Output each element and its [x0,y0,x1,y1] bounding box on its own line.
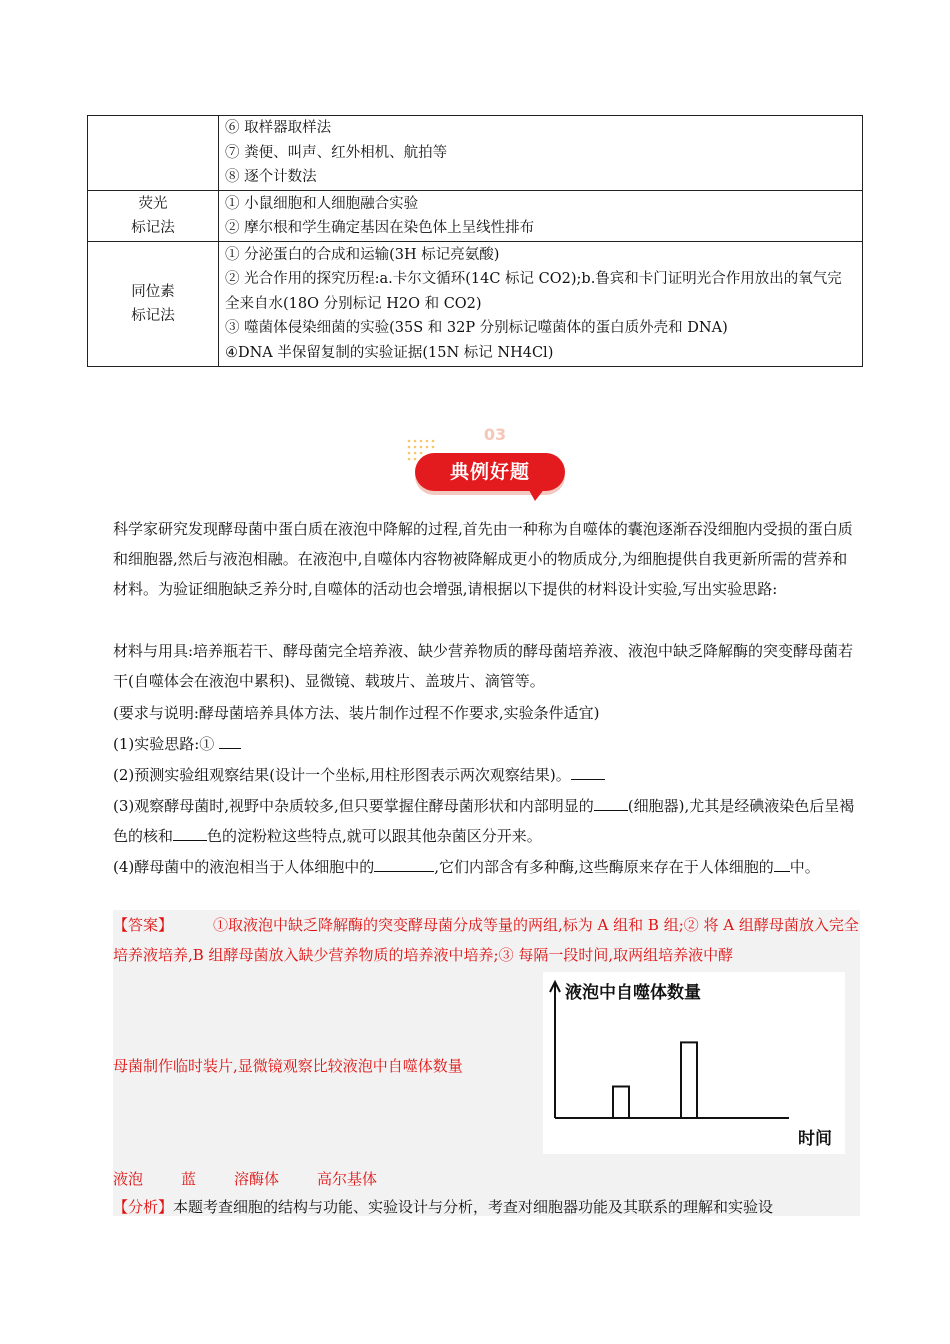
question-3: (3)观察酵母菌时,视野中杂质较多,但只要掌握住酵母菌形状和内部明显的 (细胞器),尤其是经碘液染色后呈褐色的核和 色的淀粉粒这些特点,就可以跟其他杂菌区分开来。 [113,791,859,851]
answer-text: 【答案】 ①取液泡中缺乏降解酶的突变酵母菌分成等量的两组,标为 A 组和 B 组;② 将 A 组酵母菌放入完全培养液培养,B 组酵母菌放入缺少营养物质的培养液中培养;③ 每隔一段时间,取两组培养液中酵 [113,916,859,964]
answer-blank [374,854,434,872]
list-item: ② 摩尔根和学生确定基因在染色体上呈线性排布 [225,220,535,236]
table-category-cell: 同位素 标记法 [88,242,219,367]
answer-label: 【答案】 [113,916,174,934]
chart-y-label: 液泡中自噬体数量 [565,983,701,1003]
list-item: ⑦ 粪便、叫声、红外相机、航拍等 [225,144,448,161]
analysis-label: 【分析】 [113,1198,174,1216]
answer-bar-chart [543,972,845,1154]
table-row [88,242,863,367]
table-row [88,191,863,242]
list-item: ⑧ 逐个计数法 [225,169,317,186]
table-items-cell [219,191,863,242]
chart-bar-2 [681,1042,697,1118]
list-item: ④DNA 半保留复制的实验证据(15N 标记 NH4Cl) [225,344,554,361]
question-requirements: (要求与说明:酵母菌培养具体方法、装片制作过程不作要求,实验条件适宜) [113,704,600,722]
question-1: (1)实验思路:① [113,729,859,759]
table-items-cell [219,242,863,367]
answer-word: 液泡 [113,1170,144,1188]
list-item: ⑥ 取样器取样法 [225,120,332,137]
answer-blank [219,731,241,749]
question-intro: 科学家研究发现酵母菌中蛋白质在液泡中降解的过程,首先由一种称为自噬体的囊泡逐渐吞没细胞内受损的蛋白质和细胞器,然后与液泡相融。在液泡中,自噬体内容物被降解成更小的物质成分,为细胞提供自我更新所需的营养和材料。为验证细胞缺乏养分时,自噬体的活动也会增强,请根据以下提供的材料设计实验,写出实验思路: [113,520,853,598]
answer-words [113,1164,860,1194]
question-4: (4)酵母菌中的液泡相当于人体细胞中的 ,它们内部含有多种酶,这些酶原来存在于人体细胞的 中。 [113,852,859,882]
table-row [88,116,863,191]
answer-text-continued: 母菌制作临时装片,显微镜观察比较液泡中自噬体数量 [113,1057,463,1075]
list-item: ② 光合作用的探究历程:a.卡尔文循环(14C 标记 CO2);b.鲁宾和卡门证明光合作用放出的氧气完全来自水(18O 分别标记 H2O 和 CO2) [225,271,842,312]
table-items-cell [219,116,863,191]
section-banner [405,425,575,507]
chart-bar-1 [613,1087,629,1119]
question-2: (2)预测实验组观察结果(设计一个坐标,用柱形图表示两次观察结果)。 [113,760,859,790]
table-category-cell [88,116,219,191]
answer-word: 溶酶体 [234,1170,280,1188]
list-item: ③ 噬菌体侵染细菌的实验(35S 和 32P 分别标记噬菌体的蛋白质外壳和 DNA) [225,320,728,337]
answer-blank [594,793,628,811]
answer-word: 高尔基体 [317,1170,378,1188]
table-category-cell: 荧光 标记法 [88,191,219,242]
section-title: 典例好题 [449,461,530,483]
answer-word: 蓝 [181,1170,197,1188]
answer-blank [173,823,207,841]
answer-blank [571,762,605,780]
section-number: 03 [483,425,507,444]
list-item: ① 分泌蛋白的合成和运输(3H 标记亮氨酸) [225,246,500,263]
method-table [87,115,863,367]
analysis-text: 【分析】本题考查细胞的结构与功能、实验设计与分析，考查对细胞器功能及其联系的理解和实验设 [113,1198,774,1216]
list-item: ① 小鼠细胞和人细胞融合实验 [225,195,419,212]
question-materials: 材料与用具:培养瓶若干、酵母菌完全培养液、缺少营养物质的酵母菌培养液、液泡中缺乏降解酶的突变酵母菌若干(自噬体会在液泡中累积)、显微镜、载玻片、盖玻片、滴管等。 [113,642,854,690]
chart-x-label: 时间 [798,1129,832,1149]
answer-blank [774,854,790,872]
